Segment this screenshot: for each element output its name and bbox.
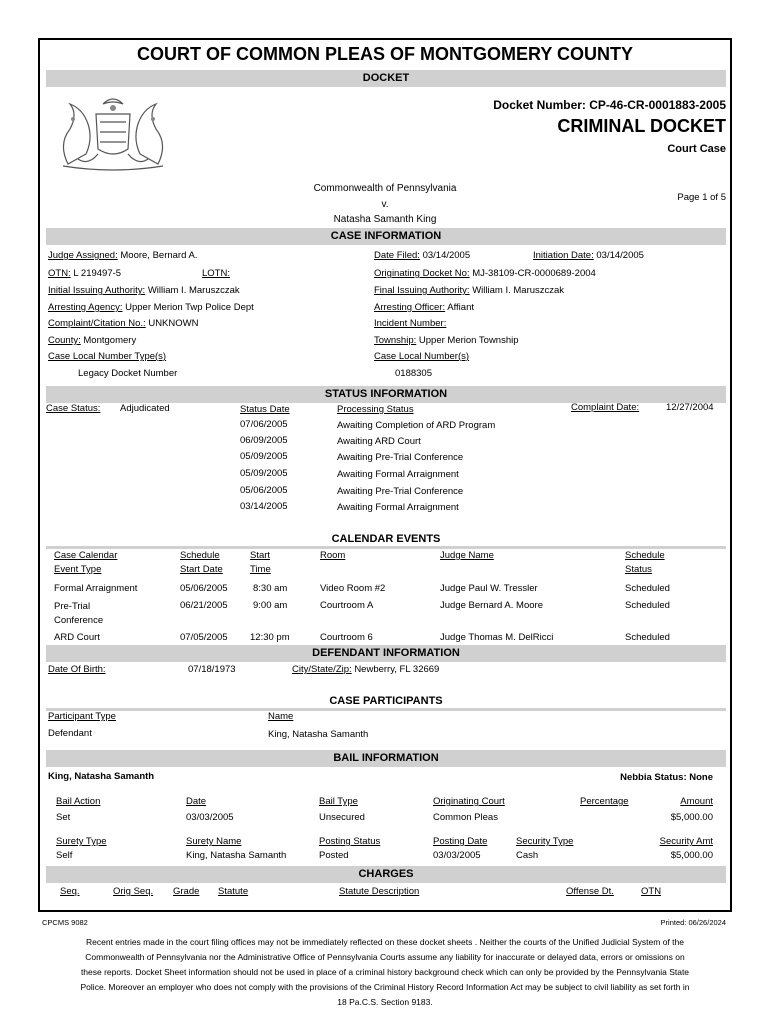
cal-h-status1: Schedule (625, 550, 665, 561)
bail-action: Set (56, 812, 71, 823)
status-row-date: 05/09/2005 (240, 468, 288, 479)
participant-type-value: Defendant (48, 728, 92, 739)
status-information-header: STATUS INFORMATION (46, 386, 726, 403)
cal-time: 8:30 am (253, 583, 288, 594)
case-kind: Court Case (667, 143, 726, 155)
dob-label: Date Of Birth: (48, 664, 106, 675)
docket-number: Docket Number: CP-46-CR-0001883-2005 (493, 98, 726, 112)
township-label: Township: (374, 335, 417, 346)
docket-header-bar: DOCKET (46, 70, 726, 87)
bail-h-amount: Amount (680, 796, 713, 807)
judge-label: Judge Assigned: (48, 250, 118, 261)
cal-room: Video Room #2 (320, 583, 386, 594)
participant-name-label: Name (268, 711, 294, 722)
disclaimer-text: Recent entries made in the court filing offices may not be immediately reflected on these docket sheets . Neither the courts of the Unified Judicial System of the Commonwealth of Pennsylvania nor the Administrative Office of Pennsylvania Courts assume any liability for inaccurate or delayed data, errors or omissions on these reports. Docket Sheet information should not be used in place of a criminal history background check which can only be provided by the Pennsylvania State Police. Moreover an employer who does not comply with the provisions of the Criminal History Record Information Act may be subject to civil liability as set forth in 18 Pa.C.S. Section 9183. (80, 937, 690, 1007)
bail-h-date: Date (186, 796, 207, 807)
cal-h-date2: Start Date (180, 564, 223, 575)
cal-status: Scheduled (625, 583, 670, 594)
arresting-agency (48, 302, 254, 313)
participant-type-label: Participant Type (48, 711, 116, 722)
cal-time: 9:00 am (253, 600, 288, 611)
form-id: CPCMS 9082 (42, 918, 88, 927)
charges-h-offense-dt: Offense Dt. (566, 886, 614, 897)
page-info: Page 1 of 5 (677, 192, 726, 203)
participants-header-rule (46, 708, 726, 711)
county-label: County: (48, 335, 81, 346)
status-row-text: Awaiting Pre-Trial Conference (337, 452, 464, 463)
caption-line1: Commonwealth of Pennsylvania (313, 183, 457, 194)
cal-h-event1: Case Calendar (54, 550, 118, 561)
case-status-value: Adjudicated (120, 403, 170, 414)
bail-date: 03/03/2005 (186, 812, 234, 823)
bail-h-percentage: Percentage (580, 796, 629, 807)
bail-h-posting-date: Posting Date (433, 836, 488, 847)
bail-h-surety-name: Surety Name (186, 836, 242, 847)
judge-value: Moore, Bernard A. (120, 250, 198, 261)
bail-information-header: BAIL INFORMATION (46, 750, 726, 767)
bail-h-court: Originating Court (433, 796, 505, 807)
complaint-label: Complaint/Citation No.: (48, 318, 146, 329)
complaint-citation (48, 318, 198, 329)
incident-number-label: Incident Number: (374, 318, 447, 329)
arresting-agency-value: Upper Merion Twp Police Dept (125, 302, 254, 313)
county-value: Montgomery (83, 335, 137, 346)
bail-court: Common Pleas (433, 812, 498, 823)
arresting-agency-label: Arresting Agency: (48, 302, 123, 313)
court-title: COURT OF COMMON PLEAS OF MONTGOMERY COUNTY (137, 44, 633, 64)
status-row-text: Awaiting Completion of ARD Program (337, 420, 496, 431)
orig-docket-value: MJ-38109-CR-0000689-2004 (472, 268, 596, 279)
posting-status: Posted (319, 850, 349, 861)
cal-h-room: Room (320, 550, 346, 561)
state-seal-image (48, 94, 178, 174)
cal-event: ARD Court (54, 632, 100, 643)
cal-status: Scheduled (625, 632, 670, 643)
defendant-information-header: DEFENDANT INFORMATION (46, 645, 726, 662)
printed-date: Printed: 06/26/2024 (660, 918, 726, 927)
surety-type: Self (56, 850, 73, 861)
calendar-events-header: CALENDAR EVENTS (331, 533, 441, 545)
bail-person: King, Natasha Samanth (48, 771, 155, 782)
cal-judge: Judge Thomas M. DelRicci (440, 632, 554, 643)
dob-value: 07/18/1973 (188, 664, 236, 675)
local-type-value: Legacy Docket Number (78, 368, 178, 379)
case-participants-header: CASE PARTICIPANTS (329, 695, 443, 707)
date-filed (374, 250, 470, 261)
cal-judge: Judge Bernard A. Moore (440, 600, 543, 611)
status-date-label: Status Date (240, 404, 290, 415)
caption-line3: Natasha Samanth King (333, 214, 437, 225)
bail-h-security-type: Security Type (516, 836, 574, 847)
initiation-value: 03/14/2005 (596, 250, 644, 261)
local-number-label: Case Local Number(s) (374, 351, 470, 362)
caption-line2: v. (381, 199, 389, 210)
final-auth-label: Final Issuing Authority: (374, 285, 470, 296)
cal-date: 07/05/2005 (180, 632, 228, 643)
status-row-date: 03/14/2005 (240, 501, 288, 512)
local-number-value: 0188305 (395, 368, 432, 379)
charges-h-description: Statute Description (339, 886, 420, 897)
initial-auth-value: William I. Maruszczak (147, 285, 240, 296)
cal-status: Scheduled (625, 600, 670, 611)
cal-room: Courtroom 6 (320, 632, 373, 643)
initiation-date (533, 250, 644, 261)
cal-date: 05/06/2005 (180, 583, 228, 594)
status-row-date: 05/06/2005 (240, 485, 288, 496)
initial-issuing-authority (48, 285, 240, 296)
charges-h-grade: Grade (173, 886, 200, 897)
processing-status-label: Processing Status (337, 404, 414, 415)
cal-judge: Judge Paul W. Tressler (440, 583, 538, 594)
township-value: Upper Merion Township (418, 335, 519, 346)
arresting-officer (374, 302, 474, 313)
charges-header: CHARGES (46, 866, 726, 883)
complaint-value: UNKNOWN (148, 318, 199, 329)
bail-h-type: Bail Type (319, 796, 358, 807)
date-filed-value: 03/14/2005 (422, 250, 471, 261)
surety-name: King, Natasha Samanth (186, 850, 287, 861)
status-row-text: Awaiting Pre-Trial Conference (337, 486, 464, 497)
otn (48, 268, 121, 279)
otn-label: OTN: (48, 268, 71, 279)
arresting-officer-value: Affiant (447, 302, 474, 313)
county (48, 335, 136, 346)
city-label: City/State/Zip: (292, 664, 352, 675)
complaint-date-label: Complaint Date: (571, 402, 640, 413)
township (374, 335, 519, 346)
security-type: Cash (516, 850, 539, 861)
cal-h-date1: Schedule (180, 550, 220, 561)
city-value: Newberry, FL 32669 (354, 664, 440, 675)
bail-h-posting-status: Posting Status (319, 836, 381, 847)
cal-h-judge: Judge Name (440, 550, 494, 561)
city-state-zip (292, 664, 439, 675)
final-issuing-authority (374, 285, 564, 296)
arresting-officer-label: Arresting Officer: (374, 302, 446, 313)
cal-h-time2: Time (250, 564, 271, 575)
docket-type: CRIMINAL DOCKET (557, 116, 726, 136)
cal-date: 06/21/2005 (180, 600, 228, 611)
participant-name-value: King, Natasha Samanth (268, 729, 369, 740)
local-type-label: Case Local Number Type(s) (48, 351, 167, 362)
calendar-header-rule (46, 546, 726, 549)
security-amount: $5,000.00 (670, 850, 713, 861)
initiation-label: Initiation Date: (533, 250, 594, 261)
cal-h-status2: Status (625, 564, 652, 575)
lotn-label: LOTN: (202, 268, 230, 279)
bail-type: Unsecured (319, 812, 365, 823)
final-auth-value: William I. Maruszczak (472, 285, 565, 296)
judge-assigned (48, 250, 197, 261)
nebbia-status: Nebbia Status: None (620, 772, 713, 783)
charges-h-otn: OTN (641, 886, 662, 897)
cal-event: Pre-Trial (54, 601, 91, 612)
posting-date: 03/03/2005 (433, 850, 481, 861)
charges-h-seq: Seq. (60, 886, 80, 897)
bail-h-action: Bail Action (56, 796, 101, 807)
cal-h-event2: Event Type (54, 564, 102, 575)
status-row-date: 07/06/2005 (240, 419, 288, 430)
date-filed-label: Date Filed: (374, 250, 420, 261)
status-row-text: Awaiting Formal Arraignment (337, 502, 459, 513)
cal-event: Formal Arraignment (54, 583, 138, 594)
originating-docket (374, 268, 596, 279)
initial-auth-label: Initial Issuing Authority: (48, 285, 146, 296)
status-row-date: 06/09/2005 (240, 435, 288, 446)
status-row-date: 05/09/2005 (240, 451, 288, 462)
cal-room: Courtroom A (320, 600, 374, 611)
status-row-text: Awaiting Formal Arraignment (337, 469, 459, 480)
otn-value: L 219497-5 (73, 268, 122, 279)
charges-h-orig-seq: Orig Seq. (113, 886, 154, 897)
case-information-header: CASE INFORMATION (46, 228, 726, 245)
bail-amount: $5,000.00 (670, 812, 713, 823)
cal-event-line2: Conference (54, 615, 104, 626)
bail-h-security-amt: Security Amt (659, 836, 713, 847)
case-status-label: Case Status: (46, 403, 101, 414)
complaint-date-value: 12/27/2004 (666, 402, 714, 413)
cal-h-time1: Start (250, 550, 271, 561)
status-row-text: Awaiting ARD Court (337, 436, 421, 447)
cal-time: 12:30 pm (250, 632, 290, 643)
orig-docket-label: Originating Docket No: (374, 268, 470, 279)
bail-h-surety-type: Surety Type (56, 836, 107, 847)
charges-h-statute: Statute (218, 886, 249, 897)
